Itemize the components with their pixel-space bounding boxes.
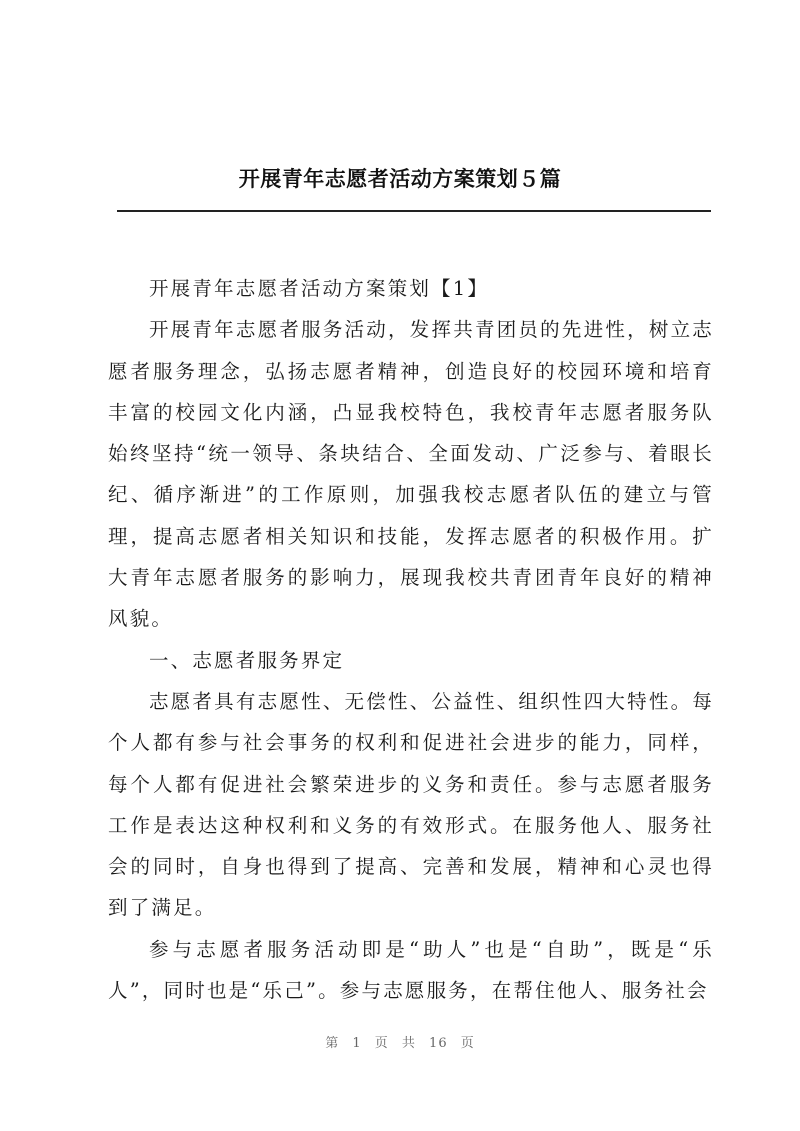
- paragraph-help-others: 参与志愿者服务活动即是“助人”也是“自助”，既是“乐人”，同时也是“乐己”。参与志愿服务，在帮住他人、服务社会: [108, 937, 714, 1003]
- title-divider: [117, 210, 711, 212]
- document-body: [108, 268, 714, 1011]
- paragraph-intro: 开展青年志愿者服务活动，发挥共青团员的先进性，树立志愿者服务理念，弘扬志愿者精神，创造良好的校园环境和培育丰富的校园文化内涵，凸显我校特色，我校青年志愿者服务队始终坚持“统一领导、条块结合、全面发动、广泛参与、着眼长纪、循序渐进”的工作原则，加强我校志愿者队伍的建立与管理，提高志愿者相关知识和技能，发挥志愿者的积极作用。扩大青年志愿者服务的影响力，展现我校共青团青年良好的精神风貌。: [108, 318, 714, 631]
- section-heading-volunteer-definition: 一、志愿者服务界定: [148, 648, 345, 672]
- page-footer: 第 1 页 共 16 页: [325, 1036, 475, 1051]
- paragraph-definition: 志愿者具有志愿性、无偿性、公益性、组织性四大特性。每个人都有参与社会事务的权利和促进社会进步的能力，同样，每个人都有促进社会繁荣进步的义务和责任。参与志愿者服务工作是表达这种权利和义务的有效形式。在服务他人、服务社会的同时，自身也得到了提高、完善和发展，精神和心灵也得到了满足。: [108, 689, 714, 920]
- document-title: 开展青年志愿者活动方案策划５篇: [238, 167, 562, 191]
- section-heading-1: 开展青年志愿者活动方案策划【1】: [148, 277, 490, 300]
